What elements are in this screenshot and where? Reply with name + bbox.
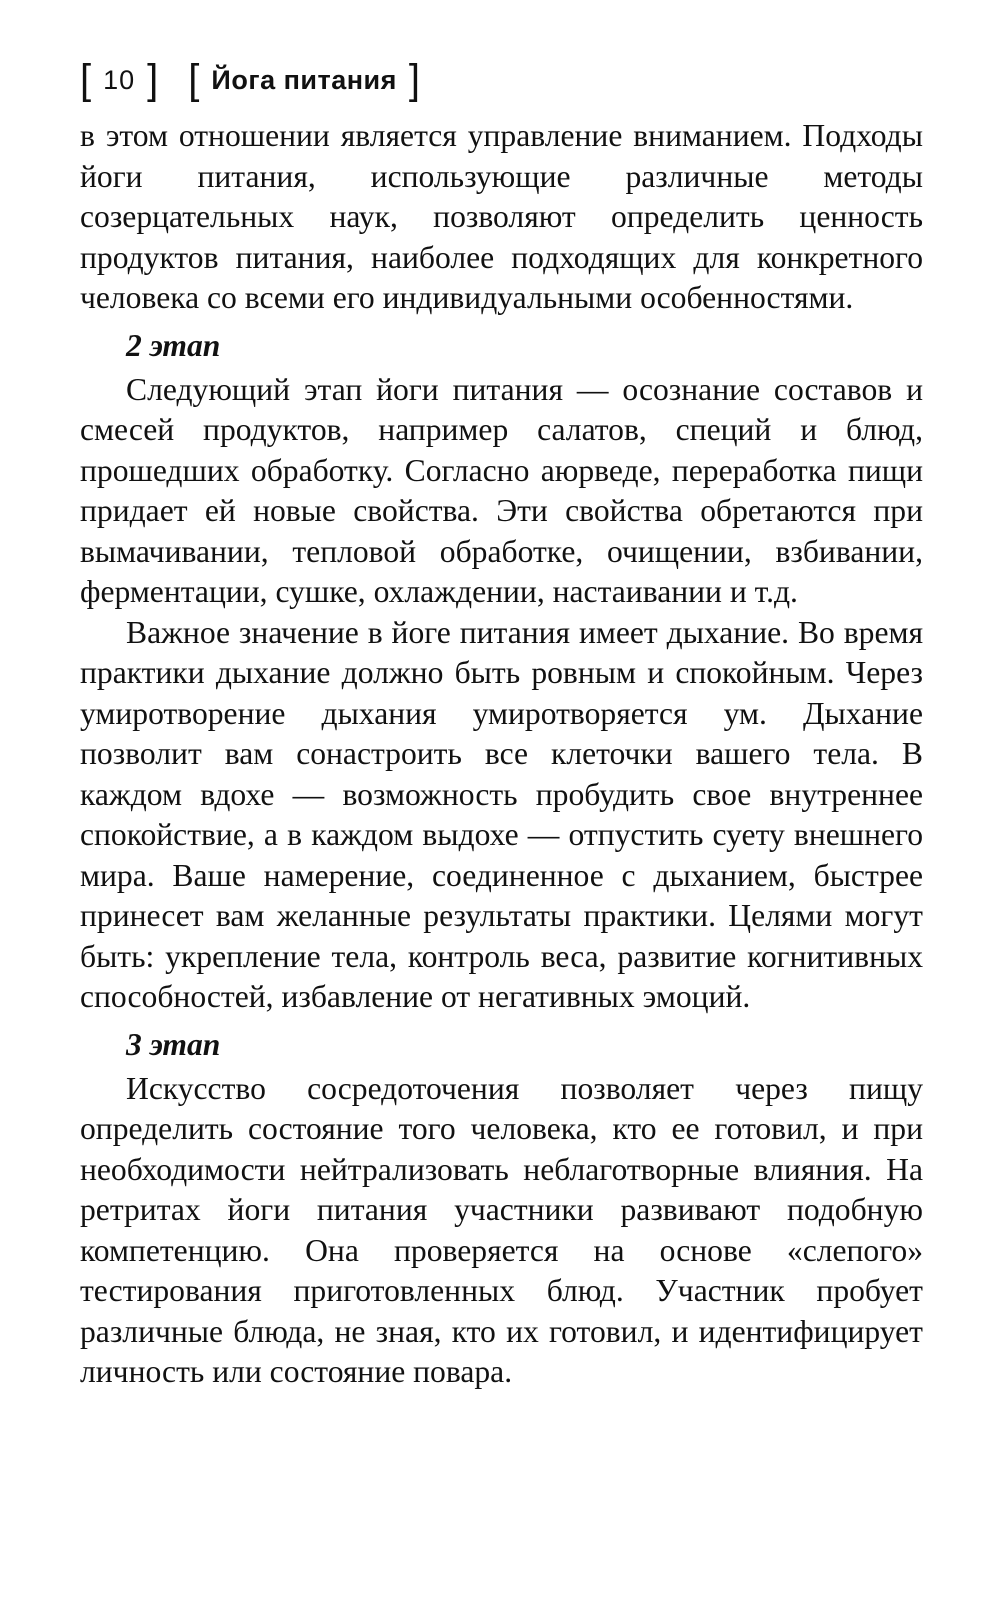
section-heading: 3 этап — [126, 1026, 221, 1062]
left-bracket: [ — [80, 56, 92, 104]
paragraph: в этом отношении является управление вниманием. Подходы йоги питания, использующие различные методы созерцательных наук, позволяют определить ценность продуктов питания, наиболее подходящих для конкретного человека со всеми его индивидуальными особенностями. — [80, 118, 923, 315]
right-bracket: ] — [147, 56, 159, 104]
book-title: Йога питания — [211, 65, 397, 95]
page-number: 10 — [103, 65, 136, 95]
paragraph: Искусство сосредоточения позволяет через пищу определить состояние того человека, кто ее готовил, и при необходимости нейтрализовать неблаготворные влияния. На ретритах йоги питания участники развивают подобную компетенцию. Она проверяется на основе «слепого» тестирования приготовленных блюд. Участник пробует различные блюда, не зная, кто их готовил, и идентифицирует личность или состояние повара. — [80, 1070, 923, 1389]
page-body — [80, 116, 923, 1393]
right-bracket: ] — [408, 56, 421, 104]
paragraph: Важное значение в йоге питания имеет дыхание. Во время практики дыхание должно быть ровным и спокойным. Через умиротворение дыхания умиротворяется ум. Дыхание позволит вам сонастроить все клеточки вашего тела. В каждом вдохе — возможность пробудить свое внутреннее спокойствие, а в каждом выдохе — отпустить суету внешнего мира. Ваше намерение, соединенное с дыханием, быстрее принесет вам желанные результаты практики. Целями могут быть: укрепление тела, контроль веса, развитие когнитивных способностей, избавление от негативных эмоций. — [80, 614, 923, 1014]
paragraph: Следующий этап йоги питания — осознание составов и смесей продуктов, например салатов, специй и блюд, прошедших обработку. Согласно аюрведе, переработка пищи придает ей новые свойства. Эти свойства обретаются при вымачивании, тепловой обработке, очищении, взбивании, ферментации, сушке, охлаждении, настаивании и т.д. — [80, 371, 923, 609]
left-bracket: [ — [188, 56, 200, 104]
running-header — [80, 52, 923, 108]
book-page — [80, 52, 923, 1393]
section-heading: 2 этап — [126, 327, 221, 363]
